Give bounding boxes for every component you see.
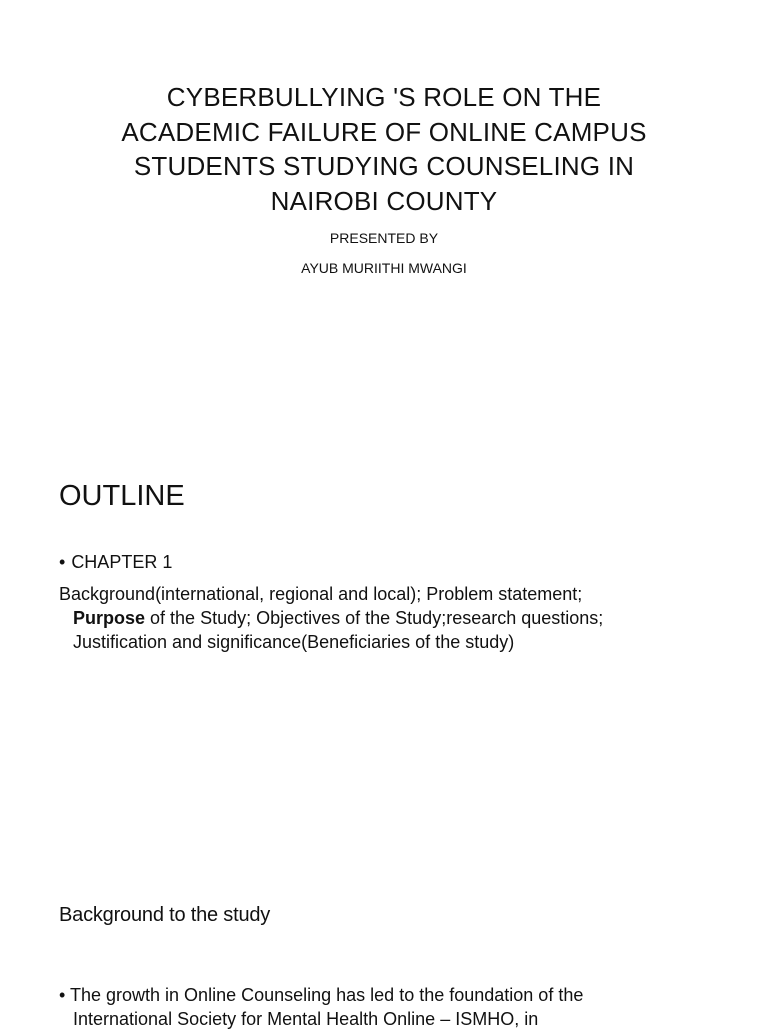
chapter-bullet: [59, 550, 172, 574]
outline-heading: OUTLINE: [59, 480, 185, 512]
background-bullet-line-2: International Society for Mental Health Online – ISMHO, in: [73, 1009, 539, 1029]
background-bullet-text-1: The growth in Online Counseling has led to the foundation of the: [70, 985, 584, 1005]
presented-by-label: PRESENTED BY: [329, 230, 439, 246]
background-heading: Background to the study: [59, 904, 271, 926]
background-slide: [0, 864, 768, 1029]
presentation-title: CYBERBULLYING 'S ROLE ON THE ACADEMIC FAILURE OF ONLINE CAMPUS STUDENTS STUDYING COUNSELING IN NAIROBI COUNTY: [121, 82, 647, 216]
presenter-name: AYUB MURIITHI MWANGI: [301, 260, 467, 276]
paragraph-line-2-rest: of the Study; Objectives of the Study;research questions;: [145, 608, 604, 628]
background-bullet-line-1: [59, 983, 739, 1007]
outline-paragraph: [59, 582, 709, 654]
chapter-label: CHAPTER 1: [71, 552, 173, 572]
title-slide: [0, 0, 768, 432]
paragraph-line-1: Background(international, regional and local); Problem statement;: [59, 584, 583, 604]
outline-slide: [0, 432, 768, 864]
bullet-glyph: •: [59, 552, 66, 572]
paragraph-line-3: Justification and significance(Beneficiaries of the study): [73, 632, 515, 652]
paragraph-line-2: [59, 606, 709, 630]
purpose-bold-text: Purpose: [73, 608, 146, 628]
bullet-glyph: •: [59, 985, 66, 1005]
